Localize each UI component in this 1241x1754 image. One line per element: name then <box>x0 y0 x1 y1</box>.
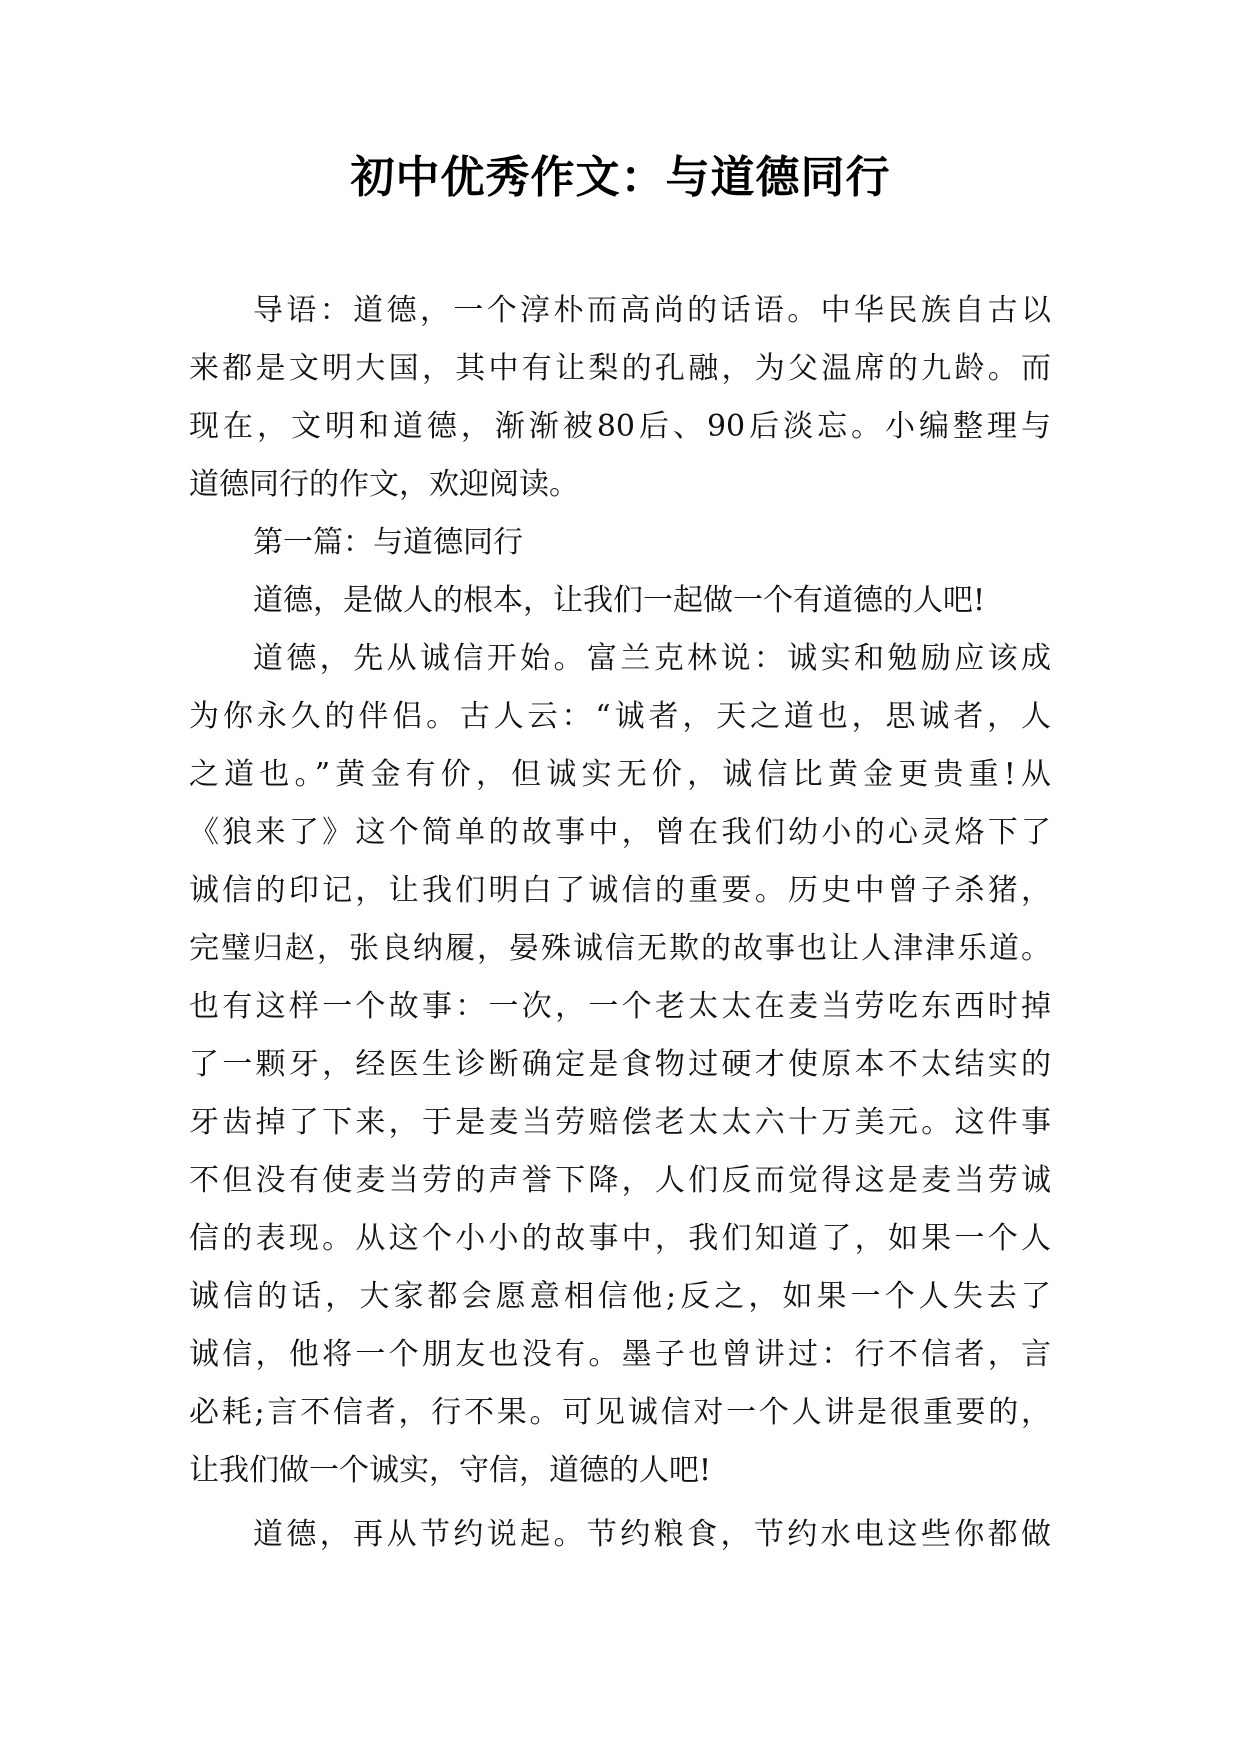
paragraph-2-line-9: 牙齿掉了下来，于是麦当劳赔偿老太太六十万美元。这件事 <box>189 1105 1051 1140</box>
paragraph-2-line-2: 为你永久的伴侣。古人云：“诚者，天之道也，思诚者，人 <box>189 699 1051 734</box>
paragraph-2-line-6: 完璧归赵，张良纳履，晏殊诚信无欺的故事也让人津津乐道。 <box>189 931 1051 966</box>
paragraph-2-line-7: 也有这样一个故事：一次，一个老太太在麦当劳吃东西时掉 <box>189 989 1051 1024</box>
paragraph-2-line-1: 道德，先从诚信开始。富兰克林说：诚实和勉励应该成 <box>253 641 1051 676</box>
document-body <box>189 282 1051 1564</box>
paragraph-2-line-3: 之道也。”黄金有价，但诚实无价，诚信比黄金更贵重!从 <box>189 757 1051 792</box>
paragraph-2-line-8: 了一颗牙，经医生诊断确定是食物过硬才使原本不太结实的 <box>189 1047 1051 1082</box>
paragraph-1-line-1: 道德，是做人的根本，让我们一起做一个有道德的人吧! <box>253 583 986 618</box>
intro-line-2: 来都是文明大国，其中有让梨的孔融，为父温席的九龄。而 <box>189 351 1051 386</box>
paragraph-2-line-12: 诚信的话，大家都会愿意相信他;反之，如果一个人失去了 <box>189 1279 1051 1314</box>
paragraph-2-line-14: 必耗;言不信者，行不果。可见诚信对一个人讲是很重要的， <box>189 1395 1051 1430</box>
paragraph-2-line-4: 《狼来了》这个简单的故事中，曾在我们幼小的心灵烙下了 <box>189 815 1051 850</box>
paragraph-2-line-11: 信的表现。从这个小小的故事中，我们知道了，如果一个人 <box>189 1221 1051 1256</box>
paragraph-3-line-1: 道德，再从节约说起。节约粮食，节约水电这些你都做 <box>253 1517 1051 1552</box>
section-heading: 第一篇：与道德同行 <box>253 525 523 560</box>
paragraph-2-line-15: 让我们做一个诚实，守信，道德的人吧! <box>189 1453 712 1488</box>
paragraph-2-line-13: 诚信，他将一个朋友也没有。墨子也曾讲过：行不信者，言 <box>189 1337 1051 1372</box>
paragraph-2-line-5: 诚信的印记，让我们明白了诚信的重要。历史中曾子杀猪， <box>189 873 1051 908</box>
intro-line-1: 导语：道德，一个淳朴而高尚的话语。中华民族自古以 <box>253 293 1051 328</box>
paragraph-2-line-10: 不但没有使麦当劳的声誉下降，人们反而觉得这是麦当劳诚 <box>189 1163 1051 1198</box>
intro-line-3: 现在，文明和道德，渐渐被80后、90后淡忘。小编整理与 <box>189 409 1051 444</box>
intro-line-4: 道德同行的作文，欢迎阅读。 <box>189 467 579 502</box>
document-title: 初中优秀作文：与道德同行 <box>350 152 891 203</box>
